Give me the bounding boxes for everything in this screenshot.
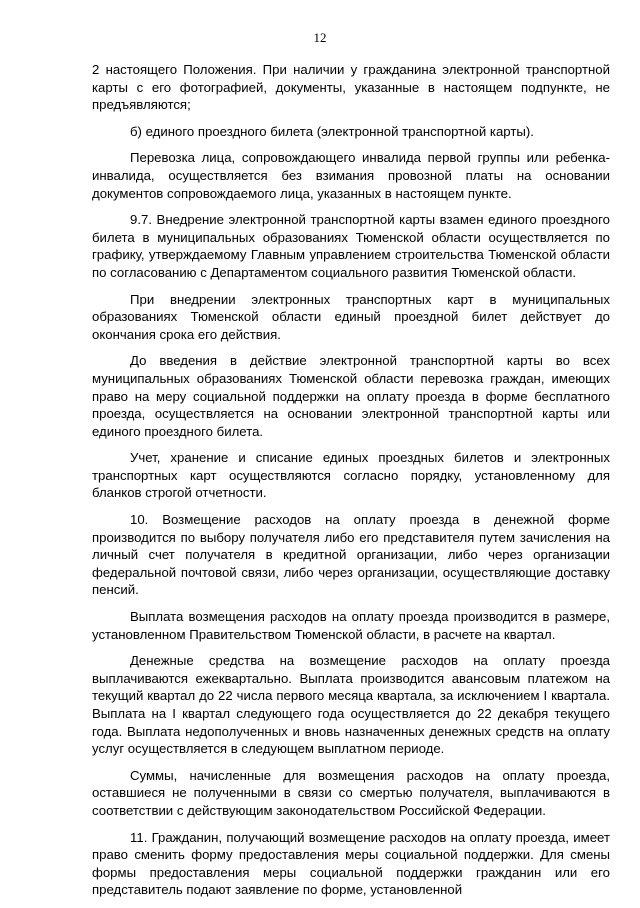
paragraph: 10. Возмещение расходов на оплату проезда в денежной форме производится по выбору получателя либо его представителя путем зачисления на личный счет получателя в кредитной организации, либо через организации федеральной почтовой связи, либо через организации, осуществляющие доставку пенсий. (92, 512, 610, 598)
paragraph: При внедрении электронных транспортных карт в муниципальных образованиях Тюменской области единый проездной билет действует до окончания срока его действия. (92, 291, 610, 342)
paragraph: Денежные средства на возмещение расходов на оплату проезда выплачиваются ежеквартально. Выплата производится авансовым платежом на текущий квартал до 22 числа первого месяца квартала, за исключением I квартала. Выплата на I квартал следующего года осуществляется до 22 декабря текущего года. Выплата недополученных и вновь назначенных денежных средств на оплату услуг осуществляется в следующем выплатном периоде. (92, 653, 610, 757)
paragraph: б) единого проездного билета (электронной транспортной карты). (130, 123, 534, 139)
page-number: 12 (313, 30, 327, 45)
paragraph: До введения в действие электронной транспортной карты во всех муниципальных образованиях Тюменской области перевозка граждан, имеющих право на меру социальной поддержки на оплату проезда в форме бесплатного проезда, осуществляется на основании электронной транспортной карты или единого проездного билета. (92, 353, 610, 439)
paragraph: 2 настоящего Положения. При наличии у гражданина электронной транспортной карты с его фотографией, документы, указанные в настоящем подпункте, не предъявляются; (92, 62, 610, 113)
paragraph: Суммы, начисленные для возмещения расходов на оплату проезда, оставшиеся не полученными в связи со смертью получателя, выплачиваются в соответствии с действующим законодательством Российской Федерации. (92, 767, 610, 818)
document-body (92, 61, 610, 908)
paragraph: 11. Гражданин, получающий возмещение расходов на оплату проезда, имеет право сменить форму предоставления меры социальной поддержки. Для смены формы предоставления меры социальной поддержки гражданин или его представитель подают заявление по форме, установленной (92, 829, 610, 898)
paragraph: Учет, хранение и списание единых проездных билетов и электронных транспортных карт осуществляются согласно порядку, установленному для бланков строгой отчетности. (92, 450, 610, 501)
paragraph: Перевозка лица, сопровождающего инвалида первой группы или ребенка-инвалида, осуществляется без взимания провозной платы на основании документов сопровождаемого лица, указанных в настоящем пункте. (92, 150, 610, 201)
paragraph: 9.7. Внедрение электронной транспортной карты взамен единого проездного билета в муниципальных образованиях Тюменской области осуществляется по графику, утверждаемому Главным управлением строительства Тюменской области по согласованию с Департаментом социального развития Тюменской области. (92, 212, 610, 280)
paragraph: Выплата возмещения расходов на оплату проезда производится в размере, установленном Правительством Тюменской области, в расчете на квартал. (92, 609, 610, 642)
